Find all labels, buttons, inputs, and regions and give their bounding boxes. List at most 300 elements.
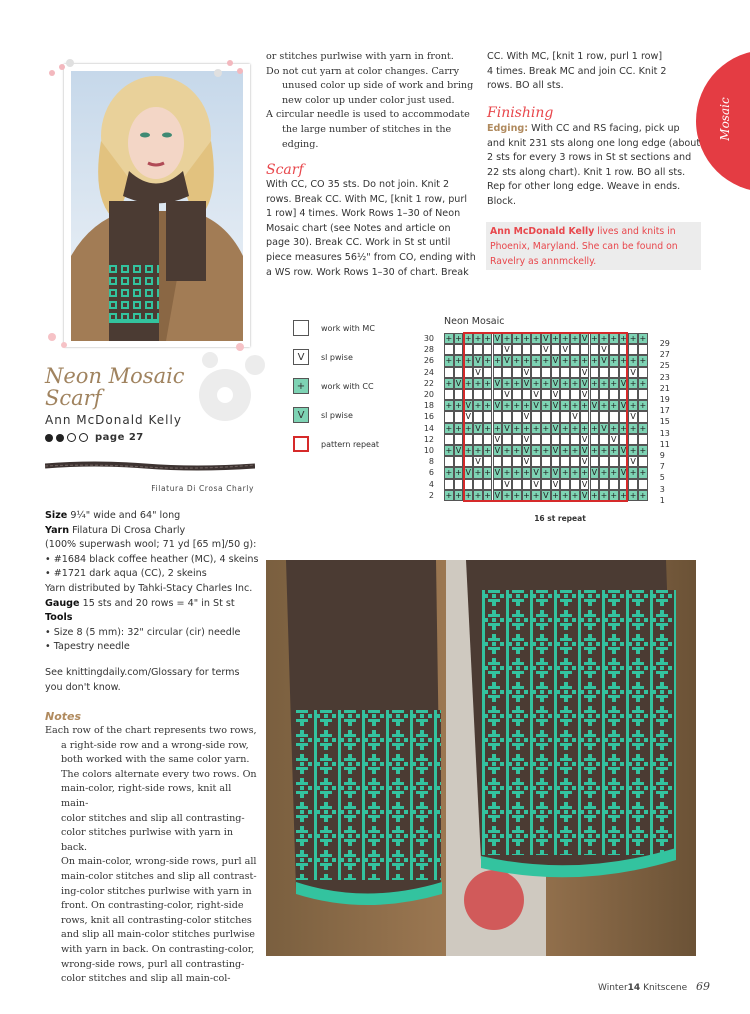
chart-cell: V [619,400,629,411]
chart-cell: + [571,446,579,455]
chart-cell [638,434,648,445]
page-reference: page 27 [95,432,144,443]
row-label-left: 28 [423,345,434,355]
chart-cell: + [484,468,491,478]
chart-cell: + [610,401,618,411]
chart-cell: + [600,490,608,500]
chart-cell [444,344,454,355]
body-line: or stitches purlwise with yarn in front. [266,51,454,62]
chart-cell: + [532,334,540,343]
legend-label: sl pwise [321,352,353,362]
chart-cell: + [474,468,482,478]
chart-cell: + [629,490,637,500]
chart-cell: V [551,467,561,478]
body-line: rows. BO all sts. [487,80,564,92]
col3-continued-text [487,50,697,94]
chart-cell: + [542,356,550,366]
spec-label: Size [45,510,68,521]
row-label-left: 30 [423,334,434,343]
notes-line: color stitches and slip all contrasting- [61,812,245,824]
chart-cell: + [620,334,627,343]
body-line: new color up under color just used. [282,94,455,106]
scarf-detail-photo [266,560,696,956]
chart-cell: + [503,446,511,455]
chart-cell: + [639,490,647,500]
chart-cell: + [445,334,453,343]
row-label-right: 25 [659,361,670,371]
row-label-right: 9 [659,451,665,460]
chart-cell: + [532,446,540,455]
row-label-left: 18 [423,401,434,411]
legend-label: work with MC [321,323,375,333]
spec-text: • #1721 dark aqua (CC), 2 skeins [45,568,207,580]
chart-cell: + [474,334,482,343]
chart-cell: V [522,411,532,422]
legend-swatch [293,436,309,452]
chart-cell: + [639,446,647,455]
notes-line: color stitches and slip all main-col- [61,973,231,985]
legend-label: sl pwise [321,410,353,420]
chart-cell: + [513,401,521,411]
row-label-left: 24 [423,367,434,377]
model-photo [71,71,243,341]
scarf-line: piece measures 56½" from CO, ending with [266,251,476,263]
designer-bio-box [486,222,701,270]
chart-cell: + [629,356,637,366]
row-label-left: 16 [423,412,434,422]
chart-cell: + [561,446,569,455]
chart-cell: V [502,423,512,434]
legend-symbol: V [297,409,305,421]
chart-cell: + [639,468,647,478]
chart-cell: V [531,479,541,490]
chart-cell: + [590,356,598,366]
chart-cell: V [619,445,629,456]
chart-cell: + [542,423,550,433]
skill-dot-filled [45,434,53,442]
notes-line: and slip all main-color stitches purlwise [61,929,255,941]
chart-cell: + [590,490,598,500]
pattern-title-line2: Scarf [45,386,102,410]
chart-cell: V [541,344,551,355]
finishing-line: Block. [487,195,516,207]
chart-cell [454,344,464,355]
row-label-right: 11 [659,439,670,449]
chart-cell: + [532,378,540,388]
footer-issue-number: 14 [627,983,641,993]
chart-cell: + [581,356,588,366]
row-label-left: 6 [428,468,434,478]
chart-cell: + [455,490,462,500]
chart-cell: V [580,479,590,490]
chart-cell: + [590,446,598,455]
chart-cell: V [599,344,609,355]
chart-cell: V [522,378,532,389]
spec-text: Filatura Di Crosa Charly [69,524,186,536]
chart-cell: + [464,423,472,433]
chart-cell: + [571,490,579,500]
scarf-line: With CC, CO 35 sts. Do not join. Knit 2 [266,179,450,190]
chart-cell: + [639,401,647,411]
finishing-line: 2 sts for every 3 rows in St st sections and [487,152,692,164]
chart-cell: V [580,378,590,389]
chart-cell: + [552,490,559,500]
chart-cell: + [629,468,637,478]
spec-line [45,553,260,568]
chart-cell: V [590,400,600,411]
yarn-strand-image [45,458,255,474]
chart-cell: V [502,389,512,400]
spec-text: (100% superwash wool; 71 yd [65 m]/50 g): [45,539,257,551]
chart-cell: + [639,378,647,388]
spec-line [45,582,260,597]
chart-cell: + [561,356,569,366]
chart-cell: + [455,356,462,366]
chart-cell [444,456,454,467]
spec-line [45,640,260,655]
notes-line: with yarn in back. On contrasting-color, [61,943,255,955]
chart-cell: + [639,423,647,433]
legend-item [293,434,379,454]
chart-cell: V [463,411,473,422]
legend-symbol: + [296,380,306,392]
chart-cell: + [629,334,637,343]
chart-cell: + [552,334,559,343]
spec-line [45,567,260,582]
notes-line: On main-color, wrong-side rows, purl all [61,856,257,868]
chart-cell: V [551,389,561,400]
body-line: edging. [282,138,319,150]
chart-cell: + [523,401,530,411]
row-label-left: 10 [423,446,434,455]
chart-cell: V [531,467,541,478]
chart-cell: V [551,355,561,366]
chart-cell: + [445,468,453,478]
chart-cell: + [542,468,550,478]
chart-cell: V [493,434,503,445]
chart-cell: V [590,467,600,478]
chart-cell: V [628,367,638,378]
spec-text: 15 sts and 20 rows = 4" in St st [79,597,235,609]
chart-cell: + [484,378,491,388]
chart-cell: V [493,378,503,389]
spec-text: 9¼" wide and 64" long [67,510,181,521]
chart-cell: + [455,468,462,478]
chart-cell: + [513,423,521,433]
chart-cell: + [581,468,588,478]
chart-cell: + [542,446,550,455]
spec-line [45,597,260,612]
chart-cell: + [620,356,627,366]
chart-cell: + [571,334,579,343]
chart-cell: V [522,434,532,445]
legend-swatch [293,378,309,394]
chart-cell [628,344,638,355]
chart-cell: V [580,490,590,501]
spec-line [45,509,260,524]
chart-cell: + [629,423,637,433]
spec-text: • Tapestry needle [45,641,130,653]
chart-cell: + [610,490,618,500]
chart-cell: V [580,445,590,456]
chart-cell: + [503,490,511,500]
chart-cell: + [503,334,511,343]
legend-item [293,347,353,367]
chart-cell: V [531,400,541,411]
chart-cell: + [571,356,579,366]
spec-label: Tools [45,612,73,624]
chart-cell: V [473,355,483,366]
model-photo-frame [64,64,250,347]
chart-cell: + [542,401,550,411]
row-label-right: 21 [659,383,670,393]
row-label-left: 12 [423,434,434,444]
chart-cell: + [513,378,521,388]
chart-cell: + [610,356,618,366]
row-label-right: 17 [659,406,670,416]
chart-cell: V [502,355,512,366]
chart-cell: + [629,446,637,455]
chart-cell [628,479,638,490]
spec-line [45,611,260,626]
chart-cell: V [551,400,561,411]
chart-cell: V [493,490,503,501]
glossary-line: See knittingdaily.com/Glossary for terms [45,667,240,678]
designer-bio-name: Ann McDonald Kelly [490,226,595,237]
chart-cell: V [541,490,551,501]
chart-cell: + [581,423,588,433]
chart-cell: V [609,434,619,445]
chart-cell: + [629,401,637,411]
scarf-line: a WS row. Work Rows 1–30 of chart. Break [266,266,469,278]
legend-item [293,376,374,396]
finishing-instructions [487,122,702,210]
chart-cell: + [464,490,472,500]
chart-cell [454,434,464,445]
chart-cell: V [502,344,512,355]
chart-cell: + [523,490,530,500]
yarn-caption: Filatura Di Crosa Charly [151,484,254,493]
notes-line: both worked with the same color yarn. [61,754,250,766]
footer-issue-prefix: Winter [598,983,628,993]
chart-cell: + [590,378,598,388]
body-line: CC. With MC, [knit 1 row, purl 1 row] [487,51,663,62]
chart-cell: V [493,333,503,344]
col2-continued-text [266,50,476,152]
chart-cell: + [513,356,521,366]
notes-line: wrong-side rows, purl all contrasting- [61,958,245,970]
chart-cell: + [445,378,453,388]
chart-cell: + [484,423,491,433]
notes-line: main-color, right-side rows, knit all main- [61,783,232,809]
chart-cell: + [513,334,521,343]
chart-cell: + [513,468,521,478]
chart-cell: + [445,490,453,500]
legend-item [293,405,353,425]
chart-cell: V [551,423,561,434]
row-label-left: 8 [428,457,434,467]
chart-cell: V [580,434,590,445]
chart-cell: V [551,479,561,490]
chart-cell: V [619,467,629,478]
skill-dot-empty [79,433,88,442]
chart-cell: V [473,456,483,467]
finishing-line: and knit 231 sts along one long edge (about [487,137,701,149]
chart-cell [628,434,638,445]
chart-cell: + [503,401,511,411]
chart-cell [444,389,454,400]
spec-line [45,524,260,539]
chart-cell: V [560,344,570,355]
row-label-right: 3 [659,484,665,494]
chart-cell: + [561,334,569,343]
row-label-left: 4 [428,479,434,489]
chart-cell: + [561,468,569,478]
chart-cell: V [628,411,638,422]
chart-cell: V [619,378,629,389]
row-label-right: 23 [659,372,670,382]
chart-repeat-label: 16 st repeat [534,514,586,523]
chart-cell: + [620,423,627,433]
chart-cell: + [639,356,647,366]
row-label-left: 2 [428,490,434,500]
chart-cell: + [620,490,627,500]
chart-cell: V [463,467,473,478]
chart-cell: V [599,355,609,366]
spec-label: Yarn [45,524,70,536]
chart-cell [444,411,454,422]
spec-line [45,626,260,641]
chart-cell: + [474,378,482,388]
spec-text: Yarn distributed by Tahki-Stacy Charles Inc. [45,582,253,594]
chart-cell [454,479,464,490]
chart-cell: + [484,401,491,411]
designer-bio-text: Phoenix, Maryland. She can be found on [490,241,678,252]
chart-cell: + [581,401,588,411]
notes-line: rows, knit all contrasting-color stitches [61,914,252,926]
chart-cell: + [464,356,472,366]
chart-cell: + [629,378,637,388]
row-label-right: 15 [659,417,670,427]
chart-cell [638,344,648,355]
legend-symbol: V [297,351,305,363]
chart-cell: + [523,334,530,343]
body-line: unused color up side of work and bring [282,80,474,92]
chart-cell: + [561,401,569,411]
row-label-right: 7 [659,462,665,472]
row-label-left: 26 [423,356,434,366]
chart-cell: + [532,490,540,500]
chart-cell [454,389,464,400]
notes-line: ing-color stitches purlwise with yarn in [61,885,252,897]
chart-cell: V [551,445,561,456]
chart-cell: + [639,334,647,343]
chart-cell: + [590,334,598,343]
row-label-right: 29 [659,339,670,348]
chart-cell [628,389,638,400]
row-label-right: 27 [659,350,670,360]
chart-cell: + [571,468,579,478]
chart-cell [444,434,454,445]
chart-cell: + [455,401,462,411]
chart-cell: + [474,490,482,500]
body-line: A circular needle is used to accommodate [266,109,470,121]
chart-cell: + [484,490,491,500]
chart-cell: + [464,446,472,455]
chart-cell: + [610,378,618,388]
chart-cell: + [503,468,511,478]
chart-cell: + [610,468,618,478]
chart-cell: + [445,401,453,411]
row-label-right: 13 [659,428,670,438]
notes-line: color stitches purlwise with yarn in back. [61,827,234,853]
row-label-right: 19 [659,395,670,404]
chart-cell: + [532,356,540,366]
section-tab-label: Mosaic [718,97,732,141]
chart-cell: + [610,334,618,343]
chart-cell: V [580,389,590,400]
scarf-line: page 30). Break CC. Work in St st until [266,237,451,249]
chart-cell: V [522,445,532,456]
chart-cell: + [464,334,472,343]
chart-cell: V [551,378,561,389]
scarf-line: 1 row] 4 times. Work Rows 1–30 of Neon [266,208,461,220]
edging-label: Edging: [487,123,529,134]
chart-cell [638,456,648,467]
specs-block [45,509,260,655]
chart-cell: V [454,445,464,456]
scarf-line: Mosaic chart (see Notes and article on [266,222,451,234]
chart-cell: V [463,400,473,411]
chart-cell: V [599,423,609,434]
scarf-line: rows. Break CC. With MC, [knit 1 row, purl [266,193,467,205]
chart-cell: + [571,401,579,411]
chart-cell: + [542,378,550,388]
chart-cell: V [454,378,464,389]
chart-cell: + [571,423,579,433]
legend-swatch [293,320,309,336]
chart-cell: V [522,367,532,378]
notes-body [45,724,257,987]
chart-cell [638,389,648,400]
finishing-line: 22 sts along chart). Knit 1 row. BO all sts. [487,166,686,178]
skill-dot-filled [56,434,64,442]
spec-line [45,538,260,553]
row-label-left: 22 [423,378,434,388]
page-footer [560,980,710,993]
chart-cell: + [455,334,462,343]
chart-cell [638,411,648,422]
chart-cell: V [531,389,541,400]
row-label-right: 5 [659,473,665,483]
chart-cell: + [610,423,618,433]
chart-cell: + [445,356,453,366]
spec-text: • #1684 black coffee heather (MC), 4 skeins [45,553,259,565]
chart-cell: V [493,400,503,411]
chart-cell: V [541,333,551,344]
chart-cell: V [493,467,503,478]
legend-swatch [293,407,309,423]
chart-cell: + [523,423,530,433]
chart-cell: + [561,378,569,388]
notes-line: The colors alternate every two rows. On [61,768,257,780]
chart-cell [454,367,464,378]
chart-cell: + [513,446,521,455]
skill-dot-empty [67,433,76,442]
chart-cell: + [513,490,521,500]
chart-cell: + [600,334,608,343]
chart-cell: + [474,401,482,411]
